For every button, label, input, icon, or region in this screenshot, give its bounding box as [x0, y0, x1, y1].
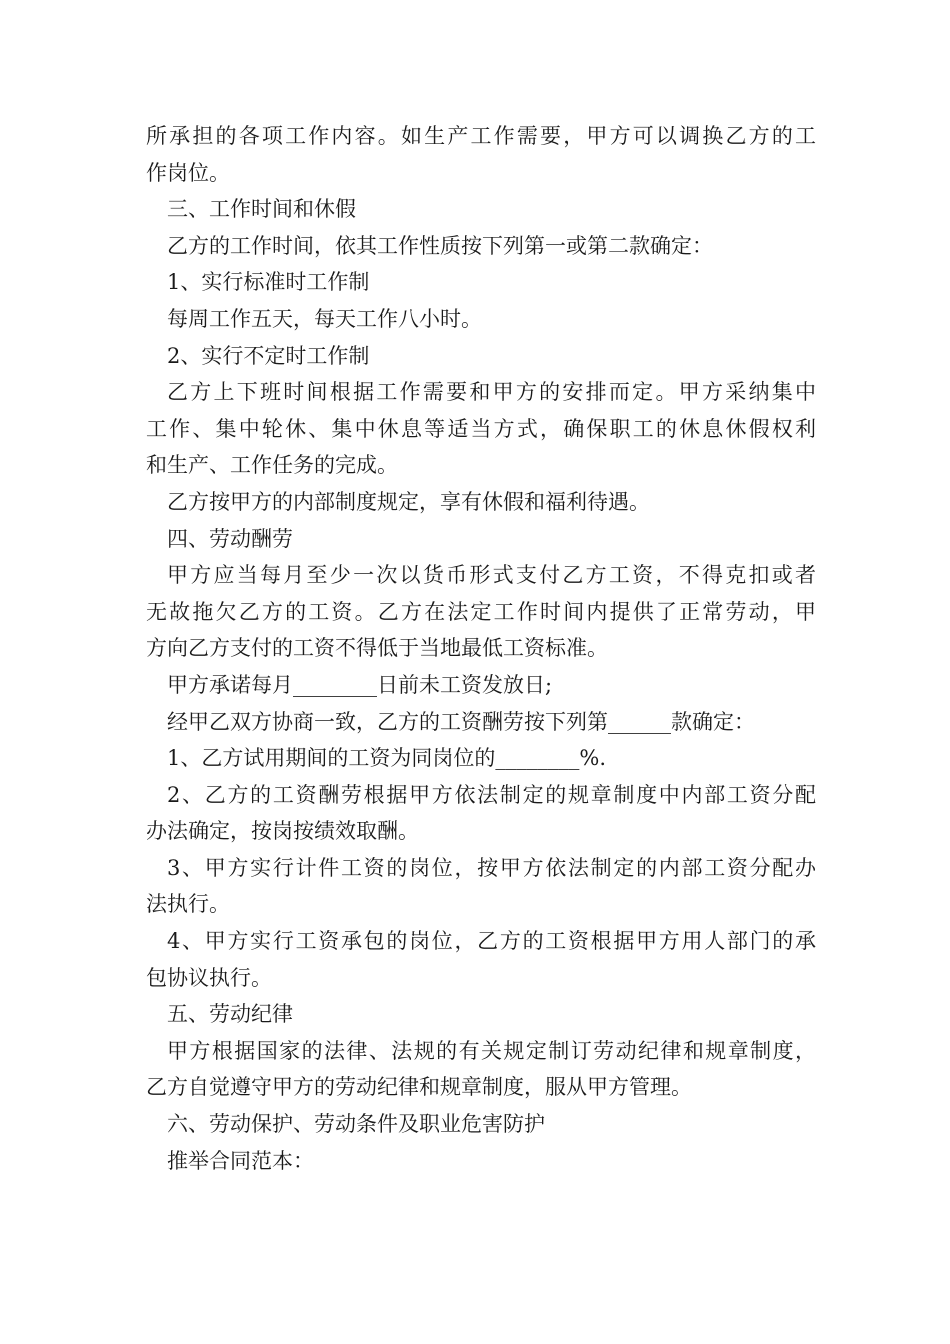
list-item: 3、甲方实行计件工资的岗位，按甲方依法制定的内部工资分配办	[167, 855, 816, 880]
section-heading: 五、劳动纪律	[167, 1002, 293, 1027]
paragraph-line: 作岗位。	[146, 160, 230, 185]
paragraph-line: 乙方上下班时间根据工作需要和甲方的安排而定。甲方采纳集中	[167, 380, 816, 405]
list-item: 2、实行不定时工作制	[167, 343, 370, 368]
paragraph-line: 办法确定，按岗按绩效取酬。	[146, 819, 419, 844]
paragraph-line: 方向乙方支付的工资不得低于当地最低工资标准。	[146, 636, 608, 661]
paragraph-line: 经甲乙双方协商一致，乙方的工资酬劳按下列第______款确定：	[167, 709, 755, 734]
paragraph-line: 每周工作五天，每天工作八小时。	[167, 306, 482, 331]
paragraph-line: 无故拖欠乙方的工资。乙方在法定工作时间内提供了正常劳动，甲	[146, 599, 816, 624]
paragraph-line: 和生产、工作任务的完成。	[146, 453, 398, 478]
section-heading: 三、工作时间和休假	[167, 197, 356, 222]
section-heading: 四、劳动酬劳	[167, 526, 293, 551]
paragraph-line: 甲方根据国家的法律、法规的有关规定制订劳动纪律和规章制度，	[167, 1038, 816, 1063]
paragraph-line: 甲方承诺每月________日前未工资发放日;	[167, 672, 553, 697]
list-item: 2、乙方的工资酬劳根据甲方依法制定的规章制度中内部工资分配	[167, 782, 816, 807]
paragraph-line: 包协议执行。	[146, 965, 272, 990]
document-page	[146, 118, 816, 1179]
paragraph-line: 甲方应当每月至少一次以货币形式支付乙方工资，不得克扣或者	[167, 563, 816, 588]
list-item: 1、乙方试用期间的工资为同岗位的________%.	[167, 746, 606, 771]
paragraph-line: 推举合同范本：	[167, 1148, 314, 1173]
paragraph-line: 所承担的各项工作内容。如生产工作需要，甲方可以调换乙方的工	[146, 124, 816, 148]
section-heading: 六、劳动保护、劳动条件及职业危害防护	[167, 1112, 545, 1137]
list-item: 4、甲方实行工资承包的岗位，乙方的工资根据甲方用人部门的承	[167, 929, 816, 954]
paragraph-line: 乙方按甲方的内部制度规定，享有休假和福利待遇。	[167, 489, 650, 514]
list-item: 1、实行标准时工作制	[167, 270, 370, 295]
paragraph-line: 法执行。	[146, 892, 230, 917]
paragraph-line: 乙方的工作时间，依其工作性质按下列第一或第二款确定：	[167, 233, 713, 258]
paragraph-line: 乙方自觉遵守甲方的劳动纪律和规章制度，服从甲方管理。	[146, 1075, 692, 1100]
paragraph-line: 工作、集中轮休、集中休息等适当方式，确保职工的休息休假权利	[146, 416, 816, 441]
